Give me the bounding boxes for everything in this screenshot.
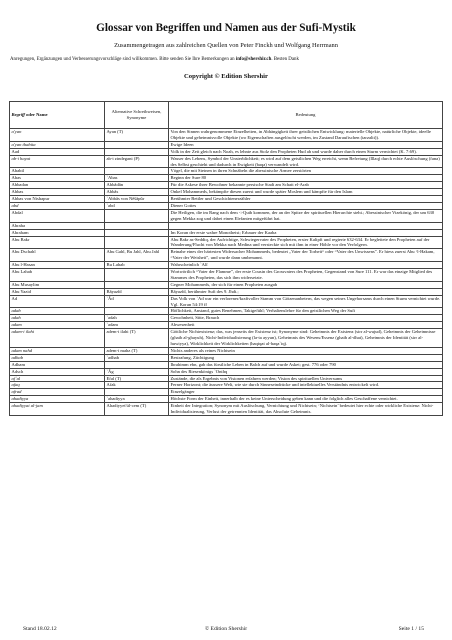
table-row [10,141,443,148]
term-cell: adam-i ilahi [10,329,105,348]
table-row [10,368,443,375]
alternative-cell: `abd [105,202,169,209]
alternative-cell: Efal (T) [105,375,169,382]
meaning-cell: Göttliche Nichtexistenz; das, was jenseits der Existenz ist; Synonyme sind: Geheimnis der Existenz (sirr al-wujud), Geheimnis der Geheimnisse (ghaib al-ghayuh), Nicht-Individualisierung (la-ta ayyun), Geheimnis des Wesens/Essenz (ghaib al-dhat), Geheimnis der Identität (sirr al-huwiyya), Wirklichkeit der Wirklichkeiten (haqiqat al-haqa`iq). [169,329,443,348]
meaning-cell: Wasser des Lebens, Symbol der Unsterblichkeit; es wird auf dem geistlichen Weg erreicht, wenn Befreiung (Illaq) durch echte Auslöschung (fana) des Selbst geschieht und dadurch in Ewigkeit (baqa) verwandelt wird. [169,155,443,168]
alternative-cell: `Abbâs von Nêšâpûr [105,196,169,203]
alternative-cell: `adah [105,315,169,322]
alternative-cell: ab-i zindegani (P) [105,155,169,168]
column-header-alternatives: Alternative Schreibweisen, Synonyme [105,102,169,129]
document-title: Glossar von Begriffen und Namen aus der Sufi-Mystik [96,22,356,34]
alternative-cell [105,141,169,148]
meaning-cell: Höflichkeit, Anstand, gutes Benehmen, Taktgefühl; Verhaltenslehre für den geistlichen Weg der Sufi [169,308,443,315]
alternative-cell [105,269,169,282]
alternative-cell: Ayan (T) [105,129,169,142]
table-row [10,222,443,229]
term-cell: abd [10,202,105,209]
column-header-term [10,102,105,129]
term-cell: Abbas [10,189,105,196]
alternative-cell [105,308,169,315]
term-cell: Ad [10,295,105,308]
copyright-notice: Copyright © Edition Shershir [184,73,268,80]
table-row [10,281,443,288]
column-header-term-begriff: Begriff [11,112,25,118]
meaning-cell: Sohn des Riesenkönigs `Onthq [169,368,443,375]
alternative-cell: Abbâdân [105,182,169,189]
alternative-cell: Abbâs [105,189,169,196]
meaning-cell: Volk in der Zeit gleich nach Noah, es lehnte aus Stolz den Propheten Hud ab und wurde daher durch einen Sturm vernichtet (K. 7:69). [169,148,443,155]
alternative-cell [105,148,169,155]
alternative-cell [105,209,169,222]
term-cell: Abbadan [10,182,105,189]
meaning-cell: Diener Gottes [169,202,443,209]
term-cell: Adsch [10,368,105,375]
table-row [10,148,443,155]
term-cell: af`al [10,375,105,382]
term-cell: adam nahd [10,347,105,354]
alternative-cell [105,168,169,175]
meaning-cell: Beginn der Sure 80 [169,175,443,182]
meaning-cell: Von den Sinnen wahrgenommene Einzelheiten, in Abhängigkeit ihrer geistlichen Entwicklung: materielle Objekte, natürliche Objekte, ideelle Objekte und geheimnisvolle Objekte (wo Eigenschaften ausgelöscht werden, im Zustand Daraufischen (tarzalit)). [169,129,443,142]
term-cell: ab-i hayat [10,155,105,168]
feedback-note [10,57,442,63]
term-cell: Abu Musaylim [10,281,105,288]
term-cell: a'yan thabita [10,141,105,148]
term-cell: ahadiyya [10,396,105,403]
term-cell: adam [10,322,105,329]
table-row [10,396,443,403]
term-cell: Abu Bakr [10,236,105,249]
table-row [10,189,443,196]
meaning-cell: Berühmter Bettler und Geschichtenerzähler [169,196,443,203]
term-cell: Abu l-Hasan [10,262,105,269]
meaning-cell: Gegner Mohammeds, der sich für einen Propheten ausgab [169,281,443,288]
meaning-cell: Abu Bakr as-Seddiq, der Aufrichtige, Schwiegervater des Propheten, erster Kalipft und regierte 632-634. Er begleitete den Propheten auf der Wanderung/Flucht von Mekka nach Medina und versteckte sich mit ihm in einer Höhle vor den Verfolgern. [169,236,443,249]
meaning-cell: Bâyazîd, berühmter Sufi des 9. Jhdt.; [169,288,443,295]
term-cell: Abraha [10,222,105,229]
table-row [10,202,443,209]
meaning-cell: Zustände, die als Ergebnis von Visionen erfahren werden; Vision des spirituellen Universums [169,375,443,382]
meaning-cell: Einzelgänger [169,389,443,396]
footer-copyright: © Edition Shershir [204,626,248,632]
table-row [10,249,443,262]
table-row [10,382,443,389]
feedback-text: Anregungen, Ergänzungen und Verbesserungsvorschläge sind willkommen. Bitte senden Sie Ihre Bemerkungen an [10,57,235,62]
table-row [10,361,443,368]
alternative-cell: Bu Lahab [105,262,169,269]
table-row [10,389,443,396]
meaning-cell: Einheit der Integration; Synonym mit Auslöschung, Vernichtung und Nichtsein; ‘Nichtsein’ bedeutet hier echte oder wirkliche Existenz: Nicht-Individualisierung, Verlust der getrennten Identität, das Absolute Geheimnis. [169,403,443,416]
alternative-cell: `Abas [105,175,169,182]
table-row [10,155,443,168]
table-row [10,375,443,382]
meaning-cell: Bestrafung, Züchtigung [169,354,443,361]
column-header-meaning: Bedeutung [169,102,443,129]
table-row [10,288,443,295]
term-cell: ahadiyyat al-jam [10,403,105,416]
term-cell: adab [10,308,105,315]
table-row [10,129,443,142]
alternative-cell: `ahadiyya [105,396,169,403]
footer-date: Stand 18.02.12 [23,626,57,632]
term-cell: Abu Lahab [10,269,105,282]
alternative-cell: adem-i ilahi (T) [105,329,169,348]
term-cell: Abu Yazid [10,288,105,295]
alternative-cell: `adam [105,322,169,329]
meaning-cell: Die Heiligen, die im Rang nach dem ->Qutb kommen, der an der Spitze der spirituellen Hierarchie steht.; Abessinischer Vizekönig, der um 630 gegen Mekka zog und dabei einen Elefanten mitgeführt hat. [169,209,443,222]
meaning-cell: Gewohnheit, Sitte, Brauch [169,315,443,322]
alternative-cell: Abu Gahl, Bu Jahl, Abu Jahl [105,249,169,262]
table-row [10,322,443,329]
table-row [10,269,443,282]
table-row [10,329,443,348]
document-subtitle: Zusammengetragen aus zahlreichen Quellen von Peter Finckh und Wolfgang Herrmann [114,42,338,49]
table-row [10,229,443,236]
meaning-cell: Abwesenheit [169,322,443,329]
meaning-cell: Ewige Ideen [169,141,443,148]
term-cell: Abdal [10,209,105,222]
term-cell: Aad [10,148,105,155]
alternative-cell [105,236,169,249]
table-row [10,403,443,416]
meaning-cell: Ibrahimm ebn, gab das fürstliche Leben in Balch auf und wurde Asket; gest. 776 oder 790 [169,361,443,368]
table-header-row [10,102,443,129]
meaning-cell: Für die Askese ihrer Bewohner bekannte persische Stadt am Schatt el-Arab [169,182,443,189]
alternative-cell [105,222,169,229]
meaning-cell: Beinahe eines der härtesten Widersacher Mohammeds, bedeutet „Vater der Torheit“ oder “Vater des Unwissens”. Er hiess zuerst Abu ‘l-Hakam, “Vater der Weisheit”, und wurde dann umbenannt. [169,249,443,262]
alternative-cell: Ahadiyyet'ül-cem (T) [105,403,169,416]
table-row [10,308,443,315]
term-cell: adah [10,315,105,322]
table-row [10,168,443,175]
meaning-cell: Höchste Form der Einheit, innerhalb der es keine Unterscheidung geben kann und die folglich alles Geschaffene vernichtet. [169,396,443,403]
table-row [10,182,443,189]
meaning-cell: Das Volk von `Ad war ein verlorener/kraftvoller Stamm von Götzenanbetern, das wegen seines Ungehorsams durch einen Sturm vernichtet wurde. Vgl. Koran 54:19 ff [169,295,443,308]
table-row [10,209,443,222]
table-row [10,295,443,308]
meaning-cell: Im Koran der erste wahre Monotheist; Erbauer der Kaaba [169,229,443,236]
footer-page-number: Seite 1 / 15 [398,626,424,632]
term-cell: a'yan [10,129,105,142]
table-row [10,236,443,249]
alternative-cell [105,389,169,396]
table-row [10,315,443,322]
table-row [10,354,443,361]
glossary-body [10,129,443,416]
meaning-cell: Wortwörtlich “Vater der Flamme”, der erste Cousin des Grossvaters des Propheten, Gegenstand von Sure 111. Er war das einzige Mitglied des Stammes des Propheten, das sich ihm widersetzte. [169,269,443,282]
column-header-term-name: oder Name [24,112,48,118]
alternative-cell [105,281,169,288]
meaning-cell [169,222,443,229]
term-cell: Abraham [10,229,105,236]
meaning-cell: Onkel Mohammeds, bekämpfte diesen zuerst und wurde später Moslem und kämpfte für den Islam [169,189,443,196]
alternative-cell [105,361,169,368]
term-cell: Adham [10,361,105,368]
alternative-cell: Afak [105,382,169,389]
meaning-cell: Nichts anderes als reines Nichtsein [169,347,443,354]
meaning-cell: Ferner Horizont; die äussere Welt, wie sie durch Sinneseindrücke und intellektuelles Verständnis entwickelt wird. [169,382,443,389]
term-cell: Abu Dschahl [10,249,105,262]
meaning-cell: Wahrscheinlich `Alî [169,262,443,269]
alternative-cell: `Âg [105,368,169,375]
meaning-cell: Vögel, die mit Steinen in ihren Schnäbeln die abessinische Armee zerstörten [169,168,443,175]
alternative-cell: `Âd [105,295,169,308]
table-row [10,196,443,203]
table-row [10,175,443,182]
alternative-cell: `adhab [105,354,169,361]
term-cell: Ababil [10,168,105,175]
feedback-email[interactable]: info@shershir.ch [235,57,272,62]
term-cell: afrad [10,389,105,396]
term-cell: Abas [10,175,105,182]
alternative-cell [105,229,169,236]
table-row [10,262,443,269]
table-row [10,347,443,354]
term-cell: afaq [10,382,105,389]
feedback-end: . Besten Dank [271,57,299,62]
page-footer [0,626,452,636]
term-cell: adhab [10,354,105,361]
glossary-table [9,101,443,416]
alternative-cell: Bâyazîd [105,288,169,295]
term-cell: Abbas von Nishapur [10,196,105,203]
alternative-cell: adem-i mahz (T) [105,347,169,354]
